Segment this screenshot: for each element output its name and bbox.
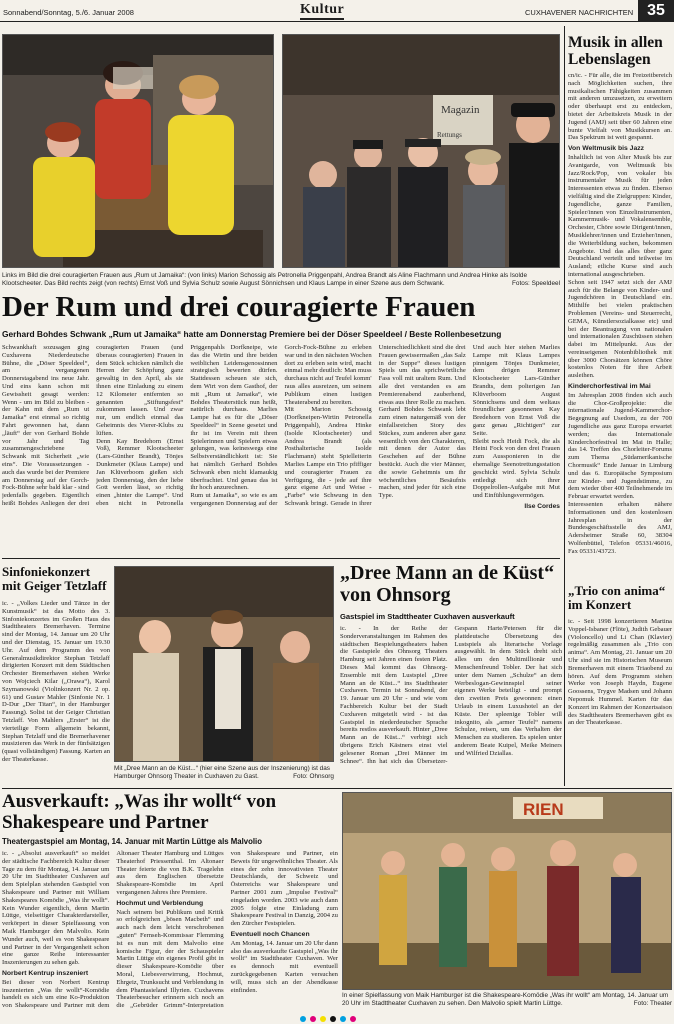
lead-paragraph: Bleibt noch Heidi Fock, die als Heini Fock von den drei Frauen zum Aussponieren in die ehemalige Seenotrettungsstation geschickt wird. Sylvia Schulz entledigt sich ihrer Doppelrollen-Aufgabe mit Mut und Einfühlungsvermögen. [472, 437, 560, 500]
shakespeare-headline: Ausverkauft: „Was ihr wollt“ von Shakespeare und Partner [2, 791, 277, 833]
shakespeare-paragraph: Bei dieser von Norbert Kentrup inszenierten „Was ihr wollt“-Komödie handelt es sich um eine Ko-Produktion von Shakespeare und Partner mit dem Altonaer Theater Hamburg und Lüttges Theaterhof Priessenthal. Im Altonaer Theater feierte die von B.K. Tragelehn aus dem Englischen übersetzte Shakespeare-Komödie im April vergangenen Jahres ihre Premiere. [2, 850, 224, 1010]
section-title: Kultur [300, 2, 345, 17]
musik-paragraph: cn/ic. - Für alle, die im Freizeitbereich nach Möglichkeiten suchen, ihre musikalischen Fähigkeiten zusammen mit anderen umzusetzen, zu erweitern oder überhaupt erst zu entdecken, bietet der Arbeitskreis Musik in der Jugend (AMJ) seit über 60 Jahren eine bunte Vielfalt von Musikkursen an. Das Spektrum ist weit gespannt. [568, 72, 672, 142]
lead-paragraph: Und auch hier stehen Marlies Lampe mit Klaus Lampes pinnigem Tönjes Dunkmeier, dem drögen Remmer Klootscheeter Lars-Günther Brandts, dem polterigen Jan Klüverboom August Sönnichsens und dem weltaus freundlicher gesonnenen Kay Bredehorn von Ernst Voß die ganz genau „Richtigen“ zur Seite. [472, 344, 560, 437]
lead-photo-credit: Fotos: Speeldeel [512, 280, 560, 287]
stage-sign: RIEN [523, 800, 564, 819]
shakespeare-article-body [2, 850, 338, 1012]
divider [2, 558, 560, 559]
dree-photo-caption [114, 765, 334, 783]
page-number: 35 [638, 0, 674, 21]
shakespeare-photo-credit: Foto: Theater [633, 1000, 672, 1007]
photo-was-ihr-wollt [342, 792, 672, 990]
lead-paragraph: Rum ut Jamaika“, so wie es am vergangenen Donnerstag auf der Gorch-Fock-Bühne zu erleben war und in den nächsten Wochen dort zu erleben sein wird, macht einmal mehr deutlich: Man muss durchaus nicht auf Teufel komm' raus alles ausreizen, um seinem Publikum einen lustigen Theaterabend zu bereiten. [190, 344, 372, 507]
musik-intertitle: Kinderchorfestival im Mai [568, 383, 651, 391]
lead-paragraph: Denn Kay Bredehorn (Ernst Voß), Remmer Klootscheeter (Lars-Günther Brandt), Tönjes Dunkmeier (Klaus Lampe) und Jan Klüverboom gießen sich jeden Donnerstag, den der liebe Gott werden lässt, so richtig einen „hinter die Lampe“. Und eben nicht in Petronella Priggenpahls Dorfkneipe, wie das die Wirtin und ihre beiden weiblichen Leidensgenossinnen strategisch bewerten dürfen. Stattdessen scheuen sie sich, dem Wirt von dem Gasthof, der mit „Rum ut Jamaika“, wie Bohdes Theaterstück nun heißt, natürlich durchaus. Marlies Lampe hat es für die „Döser Speeldeel“ in Szene gesetzt und ihr ist im Verein mit ihren Spielerinnen und Spielern etwas gelungen, was keineswegs eine Selbstverständlichkeit ist: Sie hat nämlich Gerhard Bohdes Schwank eben nicht klamaukig überfrachtet. Und genau das ist ihr hoch anzurechnen. [96, 344, 278, 507]
divider [2, 788, 672, 789]
shakespeare-caption-text: In einer Spielfassung von Maik Hamburger ist die Shakespeare-Komödie „Was ihr wollt“ am Montag, 14. Januar um 20 Uhr im Stadttheater Cuxhaven zu sehen. Den Malvolio spielt Martin Lüttge. [342, 992, 669, 1007]
lead-caption-text: Links im Bild die drei couragierten Frauen aus „Rum ut Jamaika“: (von links) Marion Schossig als Petronella Priggenpahl, Andrea Brandt als Aline Flachmann und Andrea Hinke als Isolde Klootscheeter. Das Bild rechts zeigt (von rechts) Ernst Voß und Sylvia Schulz sowie August Sönnichsen und Klaus Lampe in einer Szene aus dem Schwank. [2, 272, 528, 287]
cyan-mark [340, 1016, 346, 1022]
lead-headline: Der Rum und drei couragierte Frauen [2, 291, 476, 323]
page-header [0, 0, 674, 22]
issue-date: Sonnabend/Sonntag, 5./6. Januar 2008 [3, 8, 134, 17]
sinfonie-article-body: ic. - „Volkes Lieder und Tänze in der Kunstmusik“ ist das Motto des 3. Sinfoniekonzertes im Großen Haus des Stadttheaters Bremerhaven. Termine sind der Montag, 14. Januar um 20 Uhr und der Dienstag, 15. Januar um 19.30 Uhr. Auf dem Programm des von Generalmusikdirektor Stephan Tetzlaff dirigierten Konzert mit dem Städtischen Orchester Bremerhaven stehen Werke von Wojciech Kilar („Orawa“), Karol Szymanowski (Violinkonzert Nr. 2 op. 61) und Gustav Mahler (Sinfonie Nr. 1 D-Dur „Der Titan“, in der Hamburger Fassung). Solist ist der Geiger Christian Tetzlaff. Von Mahlers „Erster“ ist die vierteilige Form allgemein bekannt, Stephan Tetzlaff und die Bremerhavener musizieren das Werk in der fünfsätzigen (quasi vollständigen) Fassung. Karten an der Theaterkasse. [2, 600, 110, 763]
shakespeare-paragraph: Nach seinem bei Publikum und Kritik so erfolgreichen „bösen Macbeth“ und auch nach dem leicht verschrobenen „guten“ Fernseh-Kommissar Flemming ist es nun mit dem Malvolio eine komische Figur, der der Schauspieler Martin Lüttge ein eigenes Profil gibt in dieser Shakespeare-Komödie über Moral, Liebesverwirrung, Hochmut, Ehrgeiz, Trunksucht und Verblendung in dem Phantasieland Illyrien. Cuxhavens Theaterbesucher erinnern sich noch an die „Gebrüder Grimm“-Interpretation von Shakespeare und Partner, ein Beweis für ungewöhnliches Theater. Als eines der zehn innovativsten Theater Deutschlands, der Schweiz und Österreichs war Shakespeare und Partner 2001 zum „Impulse Festival“ eingeladen worden. 2003 wie auch dann 2005 folgte eine Einladung zum Shakespeare Festival in Danzig, 2004 zu den Zürcher Festspielen. [116, 850, 338, 1010]
dree-headline: „Dree Mann an de Küst“ von Ohnsorg [340, 562, 555, 606]
sinfonie-headline: Sinfoniekonzert mit Geiger Tetzlaff [2, 564, 107, 594]
newspaper-name: CUXHAVENER NACHRICHTEN [525, 8, 634, 17]
shakespeare-intertitle: Hochmut und Verblendung [116, 899, 204, 907]
lead-photo-caption [2, 272, 560, 290]
cyan-mark [300, 1016, 306, 1022]
musik-article-body [568, 72, 672, 580]
musik-headline: Musik in allen Lebenslagen [568, 34, 663, 68]
dree-subheadline: Gastspiel im Stadttheater Cuxhaven ausverkauft [340, 612, 515, 621]
photo-three-women [2, 34, 274, 268]
shakespeare-intertitle: Norbert Kentrup inszeniert [2, 969, 89, 977]
shakespeare-intertitle: Eventuell noch Chancen [230, 930, 310, 938]
trio-article-body: ic. - Seit 1998 konzertieren Martina Voppel-Isbaner (Flöte), Judith Gebauer (Violoncello) und Li Chan (Klavier) regelmäßig zusammen als „Trio con anima“. Am Montag, 21. Januar um 20 Uhr sind sie im Historischen Museum Bremerhaven mit einem Triaobend zu hören. Auf dem Programm stehen Werke von Joseph Haydn, Eugene Goossens, Trygve Madsen und Johann Nepomuk Hummel. Karten für das Konzert im Rahmen der Konzertsaison des Stadttheaters Bremerhaven gibt es an der Theaterkasse. [568, 618, 672, 727]
lead-subheadline: Gerhard Bohdes Schwank „Rum ut Jamaika“ hatte am Donnerstag Premiere bei der Döser Speeldeel / Beste Rollenbesetzung [2, 329, 502, 339]
shakespeare-subheadline: Theatergastspiel am Montag, 14. Januar mit Martin Lüttge als Malvolio [2, 837, 262, 846]
musik-paragraph: Im Jahresplan 2008 finden sich auch die Chor-Großprojekte: die internationale Jugend-Kammerchor-Begegnung auf Usedom, zu der 700 Jugendliche aus ganz Europa erwartet werden; das Internationale Kinderchorfestival im Mai in Halle; das 14. Treffen des Chorleiter-Forums zum Thema „Südamerikanische Chormusik“ Ende Januar in Limburg und das 6. Europäische Symposium zur Kinder- und Jugendstimme, zu dem wieder über 400 Teilnehmende im Februar erwartet werden. [568, 391, 672, 501]
dree-article-body: ic. - In der Reihe der Sonderveranstaltungen im Rahmen des städtischen Bespielungstheaters haben die Gastspiele des Ohnsorg Theaters Hamburg seit Jahren einen festen Platz. Dieses Mal kommt das Ohnsorg-Ensemble mit dem Lustspiel „Dree Mann an de Küst...“ ins Stadttheater Cuxhaven. Termin ist Sonnabend, der 19. Januar um 20 Uhr - und wie vom Fachbereich Kultur bei der Stadt Cuxhaven mitgeteilt wird - ist das Gastspiel in niederdeutscher Sprache bereits restlos ausverkauft. Hinter „Dree Mann an de Küst...“ verbirgt sich übrigens Erich Kästners einst viel gelesener Roman „Drei Männer im Schnee“. Ihn hat sich das Übersetzer-Gespann Harte/Petersen für die plattdeutsche Übersetzung des Lustspiels als literarische Vorlage ausgewählt. In dem Stück dreht sich alles um den Multimillionär und Menschenfreund Tobler. Der hat sich unter dem Namen „Schulze“ an dem Werbeslogan-Gewinnspiel seiner eigenen Werke beteiligt - und prompt den zweiten Preis gewonnen: einen Urlaub in einem Luxushotel an der Küste. Der spleenige Tobler will inkognito, als „armer Teufel“ namens Schulze, reisen, um das Verhalten der Menschen zu studieren. Es spielen unter anderem Beate Kuipel, Meike Meiners und Wilfried Dziallas. [340, 625, 562, 765]
magenta-mark [310, 1016, 316, 1022]
lead-author: Ilse Cordes [524, 502, 560, 510]
photo-ohnsorg-scene [114, 566, 334, 762]
print-color-marks [300, 1016, 356, 1022]
dree-photo-credit: Foto: Ohnsorg [293, 773, 334, 780]
musik-paragraph: Inhaltlich ist von Alter Musik bis zur Avantgarde, von Weltmusik bis Jazz/Rock/Pop, von vokaler bis instrumentaler Musik für jeden Interessenten etwas zu finden. Ebenso vielfältig sind die Zielgruppen: Kinder, Jugendliche, ganze Familien, Spieler/innen von Einzelinstrumenten, Kammermusik- und Vokalensemble, Orchester, Chöre sowie Dirigent/innen, Musiklehrer/innen und Erzieher/innen, die Weiterbildung suchen, bekommen Angebote. Und das alles über ganz Deutschland verteilt und teilweise im Ausland; etliche Kurse sind auch international ausgeschrieben. [568, 153, 672, 278]
yellow-mark [320, 1016, 326, 1022]
lead-paragraph: Mit Marion Schossig (Dorfkneipen-Wirtin Petronella Priggenpahl), Andrea Hinke (Isolde Klootscheeter) und Andrea Brandt (als Posthalterische Isolde Flachmann) steht Spielleiterin Marlies Lampe ein Trio pfiffiger und couragierter Frauen zu Verfügung, die - jede auf ihre ganz eigene Art und Weise - „Farbe“ wie Schwung in den Schwank bringt. Gerade in ihrer Unterschiedlichkeit sind die drei Frauen gewissermaßen „das Salz in der Suppe“ dieses lustigen Spiels um das sprichwörtliche Fass voll mit uraltem Rum. Und alle drei verstanden es am Premierenabend zauberhend, etwas aus ihrer Rolle zu machen. [284, 344, 466, 507]
musik-paragraph: Schon seit 1947 setzt sich der AMJ auch für die Belange von Kinder- und Jugendchören in Deutschland ein. Mithilfe bei vielen praktischen Problemen (Vereins- und Steuerrecht, GEMA, Künstlersozialkasse etc) und bei der Beantragung von nationalen und internationalen Zuschüssen stehen dabei im Mittelpunkt. Aus der vereinseigenen Notenbibliothek mit über 3000 Chorsätzen können Chöre kostenlos Noten für ihre Arbeit ausleihen. [568, 278, 672, 380]
shakespeare-photo-caption [342, 992, 672, 1014]
musik-intertitle: Von Weltmusik bis Jazz [568, 145, 645, 153]
magenta-mark [350, 1016, 356, 1022]
lead-paragraph: Schwankhaft sozusagen ging Cuxhavens Niederdeutsche Bühne, die „Döser Speeldeel“, am vergangenen Donnerstagabend ins neue Jahr. Und eins kann schon mit Gewissheit gesagt werden: Wenn - um im Bild zu bleiben - der Kahn mit dem „Rum ut Jamaika“ erst einmal so richtig Fahrt gewonnen hat, dann „läuft“ der von Gerhard Bohde vor Jahr und Tag zusammengeschriebene Schwank mit Sicherheit „wie eins“. Die Voraussetzungen - auch das wurde bei der Premiere am Donnerstag auf der Gorch-Fock-Bühne sehr bald klar - sind jedenfalls gegeben. Eigentlich heißt Bohdes Anliegen der drei couragierten Frauen (und überaus couragierten) Frauen in dem Stück schicken nämlich die Herren der Schöpfung ganz gewaltig in den April, als sie ihnen eine Einladung zu einem 12 Kilometer entfernten so genannten „Stiftungsfest“ zukommen lassen. Und zwar nur, um endlich einmal das Geheimnis des Vierer-Klubs zu lüften. [2, 344, 184, 507]
shakespeare-paragraph: Am Montag, 14. Januar um 20 Uhr dann also das ausverkaufte Gastspiel „Was ihr wollt“ im Stadttheater Cuxhaven. Wer es dennoch mit eventuell zurückgegebenen Karten versuchen will, muss sich an der Abendkasse einfinden. [230, 939, 338, 994]
musik-paragraph: Interessenten erhalten nähere Informationen und den kostenlosen Jahresplan in der Bundesgeschäftsstelle des AMJ, Adersheimer Straße 60, 38304 Wolfenbüttel, Telefon 05331/46016, Fax 05331/43723. [568, 501, 672, 555]
column-divider [564, 26, 565, 786]
lead-article-body [2, 344, 560, 556]
shakespeare-paragraph: ic. - „Absolut ausverkauft“ so meldet der städtische Fachbereich Kultur dieser Tage zu dem für Montag, 14. Januar um 20 Uhr im Stadttheater Cuxhaven auf dem Spielplan stehenden Gastspiel von Shakespeare und Partner mit William Shakespeares Komödie „Was ihr wollt“. Kein Wunder eigentlich, denn Martin Lüttge, vielseitiger Charakterdarsteller, verkörpert in dieser Spielfassung von Maik Hamburger den Malvolio. Kein Wunder auch, weil es von Shakespeare und Partner in der Vergangenheit schon eine ganze Reihe interessanter Inszenierungen zu sehen gab. [2, 850, 110, 967]
sign-rettungs: Rettungs [437, 131, 462, 139]
black-mark [330, 1016, 336, 1022]
dree-caption-text: Mit „Dree Mann an de Küst...“ (hier eine Szene aus der Inszenierung) ist das Hamburger Ohnsorg Theater in Cuxhaven zu Gast. [114, 765, 330, 780]
sign-magazin: Magazin [441, 104, 480, 116]
photo-four-men-scene [282, 34, 560, 268]
trio-headline: „Trio con anima“ im Konzert [568, 583, 666, 613]
lead-paragraph: Gerhard Bohdes Schwank lebt zum einen naturgemäß von der einfallsreichen Story des Stückes, zum anderen aber ganz wesentlich von den Charakteren, mit denen der Autor das Geschehen auf der Bühne bestückt. Auch die vier Männer, die sowie Geheimnis um ihr wöchentliches Besäufnis machen, sind jeder für sich eine Type. [378, 406, 466, 500]
